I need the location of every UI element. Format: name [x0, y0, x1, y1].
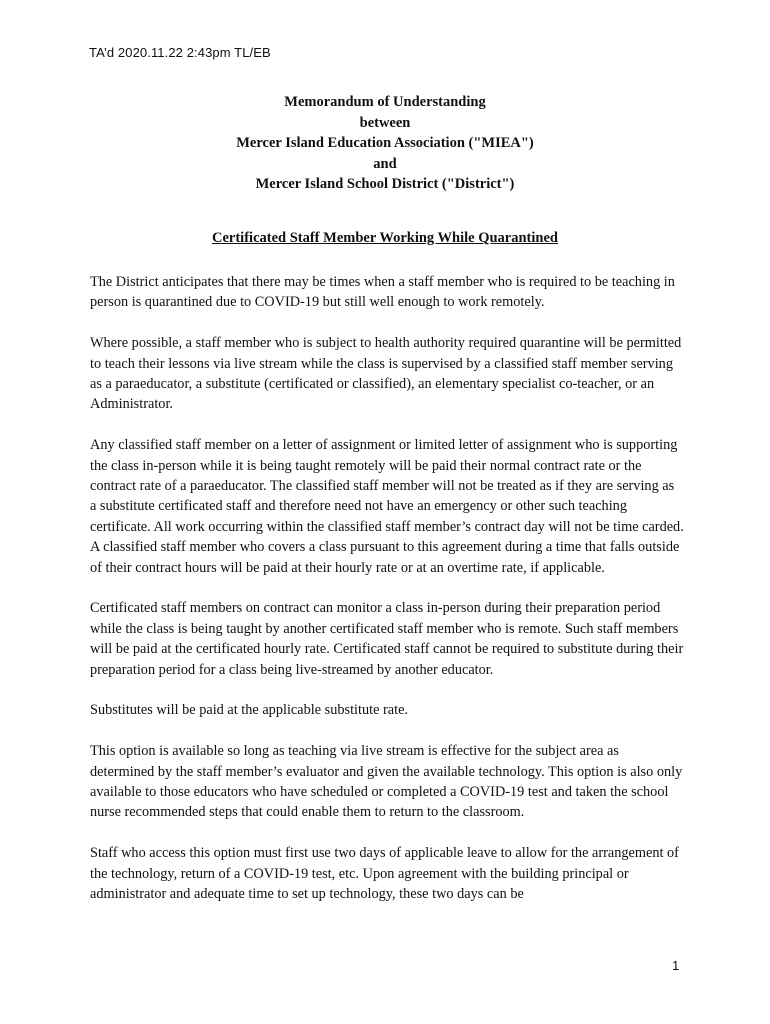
- paragraph-7: Staff who access this option must first use two days of applicable leave to allow for the arrangement of the technology, return of a COVID-19 test, etc. Upon agreement with the building principal or administrator and adequate time to set up technology, these two days can be: [90, 845, 679, 903]
- paragraph-5: Substitutes will be paid at the applicable substitute rate.: [90, 702, 409, 719]
- paragraph-6: This option is available so long as teaching via live stream is effective for the subject area as determined by the staff member’s evaluator and given the available technology. This option is also only available to those educators who have scheduled or completed a COVID-19 test and taken the school nurse recommended steps that could enable them to return to the classroom.: [90, 743, 683, 821]
- title-line-3: Mercer Island Education Association ("MIEA"): [236, 135, 534, 151]
- title-line-2: between: [359, 114, 411, 131]
- paragraph-2: Where possible, a staff member who is subject to health authority required quarantine will be permitted to teach their lessons via live stream while the class is supervised by a classified staff member serving as a paraeducator, a substitute (certificated or classified), an elementary specialist co-teacher, or an Administrator.: [90, 335, 682, 413]
- paragraph-3: Any classified staff member on a letter of assignment or limited letter of assignment who is supporting the class in-person while it is being taught remotely will be paid their normal contract rate or the contract rate of a paraeducator. The classified staff member will not be treated as if they are serving as a substitute certificated staff and therefore need not have an emergency or other such teaching certificate. All work occurring within the classified staff member’s contract day will not be time carded. A classified staff member who covers a class pursuant to this agreement during a time that falls outside of their contract hours will be paid at their hourly rate or at an overtime rate, if applicable.: [90, 437, 684, 576]
- memorandum-title: [0, 92, 770, 195]
- document-stamp: TA’d 2020.11.22 2:43pm TL/EB: [89, 45, 271, 60]
- title-line-5: Mercer Island School District ("District"): [255, 176, 515, 192]
- section-heading: Certificated Staff Member Working While Quarantined: [212, 230, 558, 246]
- paragraph-4: Certificated staff members on contract can monitor a class in-person during their preparation period while the class is being taught by another certificated staff member who is remote. Such staff members will be paid at the certificated hourly rate. Certificated staff cannot be required to substitute during their preparation period for a class being live-streamed by another educator.: [90, 600, 684, 678]
- title-line-1: Memorandum of Understanding: [284, 94, 486, 110]
- paragraph-1: The District anticipates that there may be times when a staff member who is required to be teaching in person is quarantined due to COVID-19 but still well enough to work remotely.: [90, 274, 675, 311]
- page-number: 1: [672, 958, 680, 973]
- document-body: [90, 272, 684, 925]
- title-line-4: and: [373, 155, 397, 172]
